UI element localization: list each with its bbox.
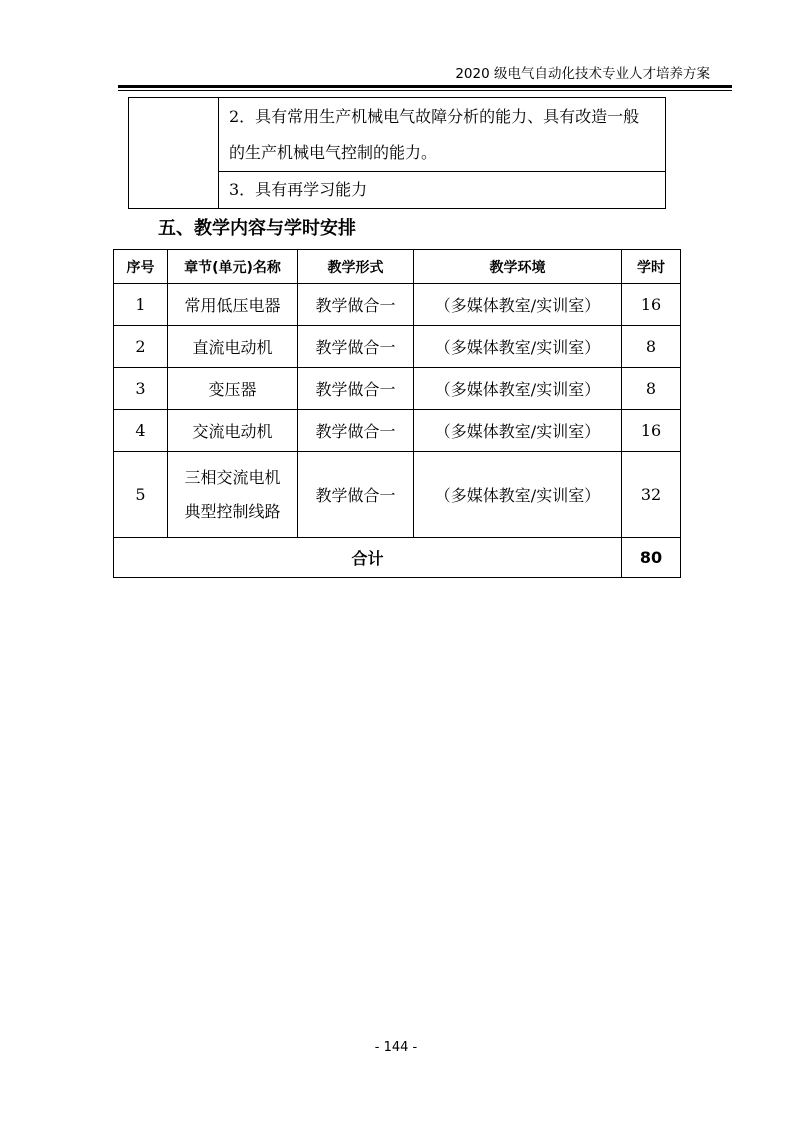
- header-rule-thick: [118, 85, 732, 88]
- table-row: [114, 368, 681, 410]
- row-hours: 8: [622, 368, 681, 410]
- row-form: 教学做合一: [298, 452, 414, 538]
- row-env: （多媒体教室/实训室）: [414, 284, 622, 326]
- row-no: 4: [114, 410, 168, 452]
- row-hours: 8: [622, 326, 681, 368]
- row-env: （多媒体教室/实训室）: [414, 326, 622, 368]
- row-chapter-line: 三相交流电机: [184, 467, 281, 487]
- table-row: [114, 410, 681, 452]
- table-row: [114, 284, 681, 326]
- row-no: 3: [114, 368, 168, 410]
- row-hours: 16: [622, 410, 681, 452]
- header-chapter: 章节(单元)名称: [168, 250, 298, 284]
- row-form: 教学做合一: [298, 326, 414, 368]
- page-number: - 144 -: [374, 1040, 418, 1055]
- row-no: 5: [114, 452, 168, 538]
- row-no: 1: [114, 284, 168, 326]
- row-chapter: 变压器: [168, 368, 298, 410]
- total-row: [114, 538, 681, 578]
- table-row: [114, 326, 681, 368]
- table-row: [114, 452, 681, 538]
- ability-label-cell: [129, 98, 219, 209]
- header-env: 教学环境: [414, 250, 622, 284]
- row-form: 教学做合一: [298, 284, 414, 326]
- row-no: 2: [114, 326, 168, 368]
- table-header-row: [114, 250, 681, 284]
- row-hours: 32: [622, 452, 681, 538]
- ability-row: [129, 98, 666, 172]
- row-chapter: 常用低压电器: [168, 284, 298, 326]
- row-chapter: [168, 452, 298, 538]
- header-form: 教学形式: [298, 250, 414, 284]
- row-env: （多媒体教室/实训室）: [414, 452, 622, 538]
- row-form: 教学做合一: [298, 368, 414, 410]
- row-hours: 16: [622, 284, 681, 326]
- document-header-title: 2020 级电气自动化技术专业人才培养方案: [455, 66, 710, 82]
- schedule-table: [113, 249, 681, 578]
- row-chapter-line: 典型控制线路: [184, 501, 281, 521]
- header-hours: 学时: [622, 250, 681, 284]
- header-no: 序号: [114, 250, 168, 284]
- total-hours: 80: [622, 538, 681, 578]
- ability-item-2: 2．具有常用生产机械电气故障分析的能力、具有改造一般的生产机械电气控制的能力。: [219, 98, 666, 172]
- row-env: （多媒体教室/实训室）: [414, 410, 622, 452]
- row-env: （多媒体教室/实训室）: [414, 368, 622, 410]
- ability-item-3: 3．具有再学习能力: [219, 172, 666, 209]
- header-rule-thin: [118, 90, 732, 91]
- row-form: 教学做合一: [298, 410, 414, 452]
- abilities-table-continuation: [128, 97, 666, 209]
- row-chapter: 交流电动机: [168, 410, 298, 452]
- row-chapter: 直流电动机: [168, 326, 298, 368]
- total-label: 合计: [114, 538, 622, 578]
- section-heading: 五、教学内容与学时安排: [158, 218, 356, 239]
